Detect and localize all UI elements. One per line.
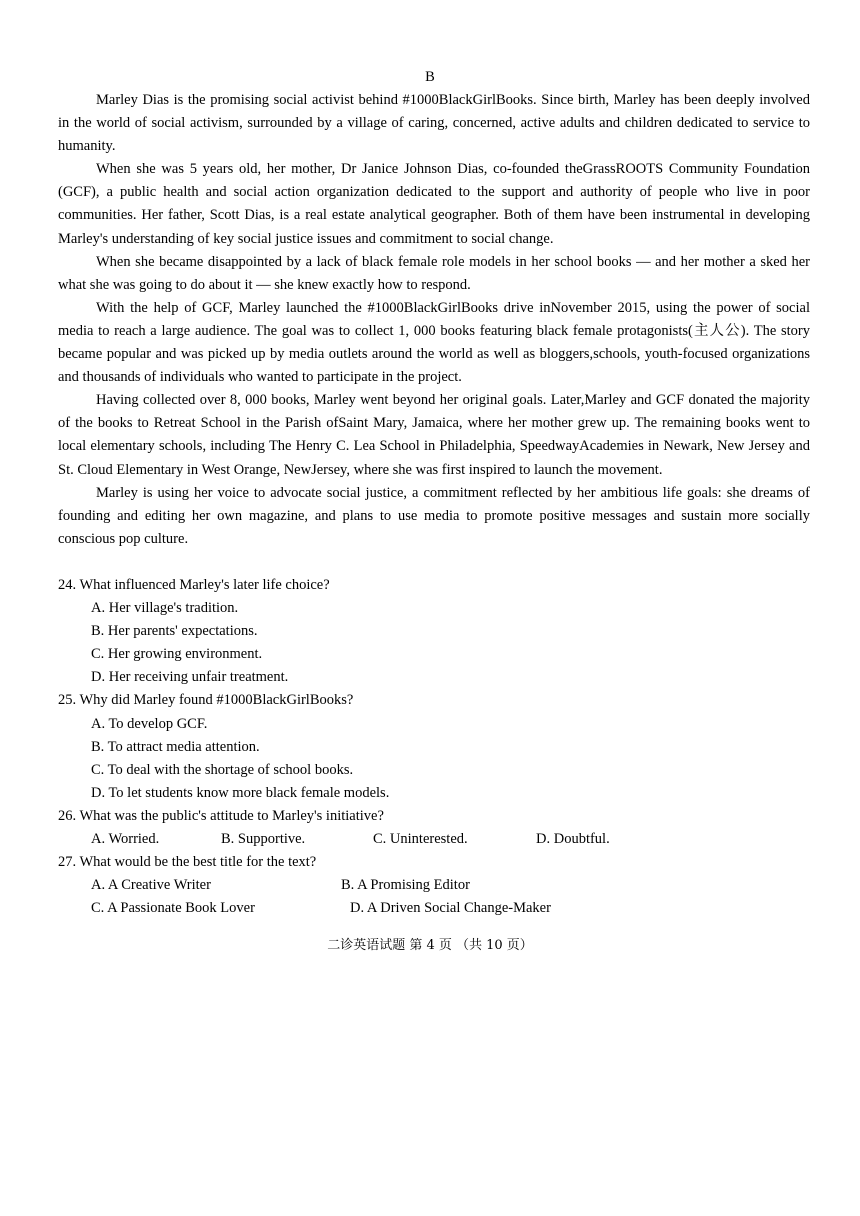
passage-paragraph: Marley is using her voice to advocate social justice, a commitment reflected by her ambitious life goals: she dreams of founding and editing her own magazine, and plans to use media to promote positive messages and sustain more socially conscious pop culture.: [58, 484, 810, 547]
option-c: C. A Passionate Book Lover: [91, 900, 255, 917]
option-a: A. To develop GCF.: [91, 715, 208, 732]
option-b: B. Supportive.: [221, 831, 306, 848]
option-d: D. Doubtful.: [536, 831, 610, 848]
question-stem: 26. What was the public's attitude to Marley's initiative?: [58, 807, 384, 824]
option-b: B. Her parents' expectations.: [91, 623, 258, 640]
passage-paragraph: When she was 5 years old, her mother, Dr Janice Johnson Dias, co-founded theGrassROOTS Community Foundation (GCF), a public health and social action organization dedicated to the support and authority of people who live in poor communities. Her father, Scott Dias, is a real estate analytical geographer. Both of them have been instrumental in developing Marley's understanding of key social justice issues and commitment to social change.: [58, 161, 810, 247]
passage-paragraph: Having collected over 8, 000 books, Marley went beyond her original goals. Later,Marley and GCF donated the majority of the books to Retreat School in the Parish ofSaint Mary, Jamaica, where her mother grew up. The remaining books went to local elementary schools, including The Henry C. Lea School in Philadelphia, SpeedwayAcademies in Newark, New Jersey and St. Cloud Elementary in West Orange, NewJersey, where she was first inspired to launch the movement.: [58, 392, 810, 478]
option-row: [58, 828, 810, 851]
option-a: A. Worried.: [91, 831, 160, 848]
question-27: [58, 851, 810, 920]
option-c: C. To deal with the shortage of school books.: [91, 761, 354, 778]
option-c: C. Uninterested.: [373, 831, 468, 848]
page-footer: 二诊英语试题 第 4 页 （共 10 页）: [327, 938, 533, 953]
option-d: D. To let students know more black female models.: [91, 784, 390, 801]
option-b: B. To attract media attention.: [91, 738, 260, 755]
question-25: [58, 689, 810, 804]
question-stem: 25. Why did Marley found #1000BlackGirlBooks?: [58, 692, 354, 709]
option-d: D. Her receiving unfair treatment.: [91, 669, 289, 686]
reading-passage: [58, 89, 810, 551]
option-row: [58, 874, 810, 897]
question-24: [58, 574, 810, 689]
option-d: D. A Driven Social Change-Maker: [350, 900, 551, 917]
option-a: A. A Creative Writer: [91, 877, 211, 894]
passage-paragraph: When she became disappointed by a lack of black female role models in her school books — and her mother a sked her what she was going to do about it — she knew exactly how to respond.: [58, 253, 810, 293]
question-stem: 24. What influenced Marley's later life choice?: [58, 577, 330, 593]
passage-paragraph: With the help of GCF, Marley launched the #1000BlackGirlBooks drive inNovember 2015, using the power of social media to reach a large audience. The goal was to collect 1, 000 books featuring black female protagonists(主人公). The story became popular and was picked up by media outlets around the world as well as bloggers,schools, youth-focused organizations and thousands of individuals who wanted to participate in the project.: [58, 299, 810, 386]
question-26: [58, 805, 810, 851]
option-c: C. Her growing environment.: [91, 646, 263, 663]
option-b: B. A Promising Editor: [341, 877, 470, 894]
section-label: B: [425, 69, 435, 85]
option-a: A. Her village's tradition.: [91, 600, 239, 617]
option-row: [58, 897, 810, 920]
question-stem: 27. What would be the best title for the text?: [58, 854, 317, 871]
question-list: [58, 574, 810, 920]
passage-paragraph: Marley Dias is the promising social activist behind #1000BlackGirlBooks. Since birth, Marley has been deeply involved in the world of social activism, surrounded by a village of caring, concerned, active adults and children dedicated to service to humanity.: [58, 92, 810, 155]
